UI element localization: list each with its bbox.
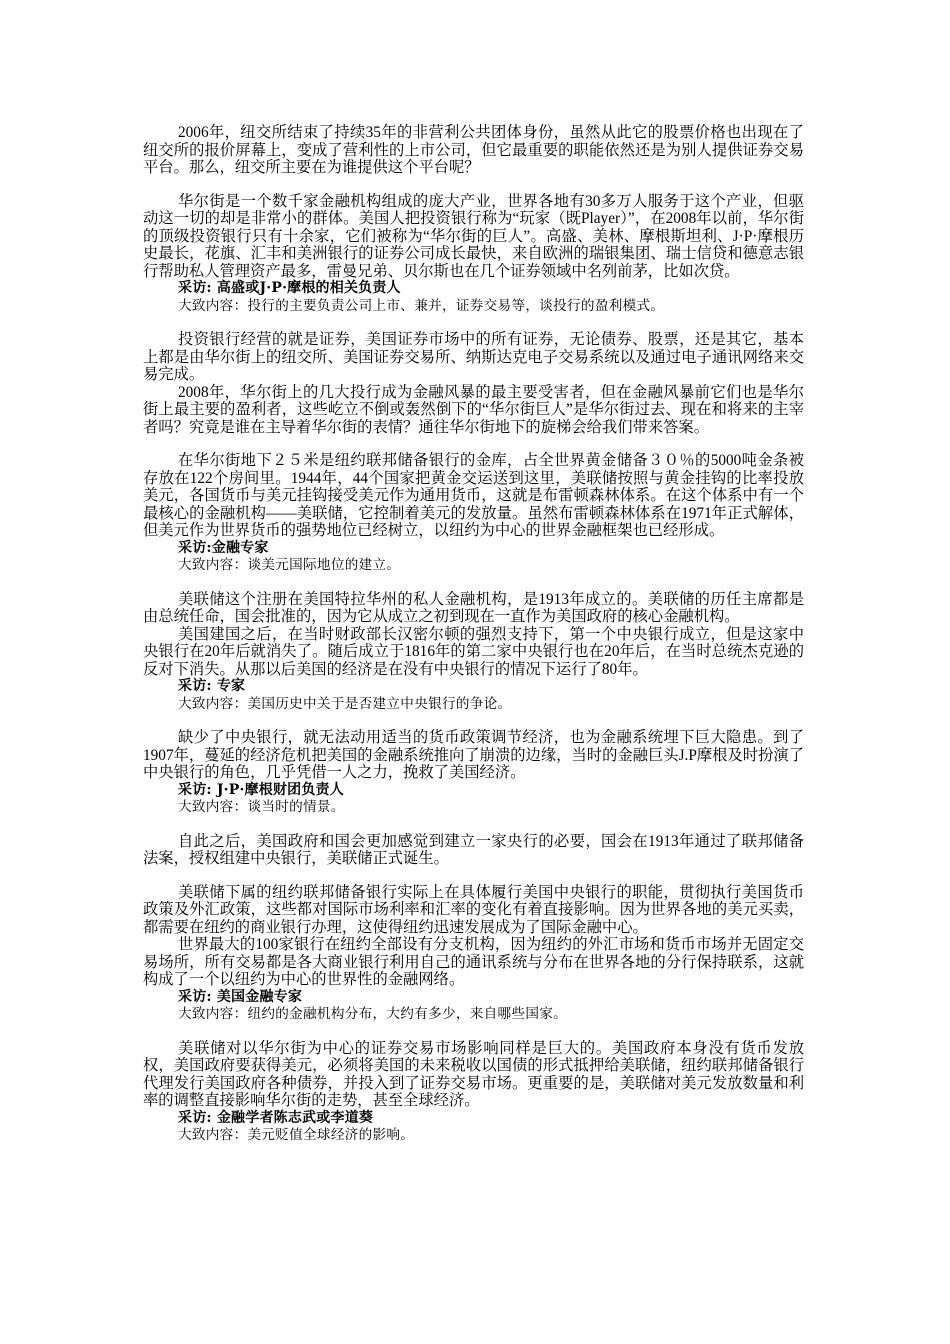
spacer bbox=[143, 436, 804, 452]
section-fed-history bbox=[143, 591, 804, 714]
interview-summary: 大致内容：美元贬值全球经济的影响。 bbox=[178, 1127, 415, 1143]
interview-summary: 大致内容：纽约的金融机构分布，大约有多少，来自哪些国家。 bbox=[178, 1006, 568, 1022]
paragraph: 世界最大的100家银行在纽约全部设有分支机构，因为纽约的外汇市场和货币市场并无固定交易场所，所有交易都是各大商业银行利用自己的通讯系统与分布在世界各地的分行保持联系，这就构成了一个以纽约为中心的世界性的金融网络。 bbox=[143, 936, 804, 988]
section-nyse bbox=[143, 124, 804, 177]
paragraph: 投资银行经营的就是证券，美国证券市场中的所有证券，无论债券、股票，还是其它，基本上都是由华尔街上的纽交所、美国证券交易所、纳斯达克电子交易系统以及通过电子通讯网络来交易完成。 bbox=[143, 331, 804, 383]
paragraph: 美联储对以华尔街为中心的证券交易市场影响同样是巨大的。美国政府本身没有货币发放权，美国政府要获得美元，必须将美国的未来税收以国债的形式抵押给美联储，纽约联邦储备银行代理发行美国政府各种债券，并投入到了证券交易市场。更重要的是，美联储对美元发放数量和利率的调整直接影响华尔街的走势，甚至全球经济。 bbox=[143, 1039, 804, 1109]
paragraph: 美联储下属的纽约联邦储备银行实际上在具体履行美国中央银行的职能，贯彻执行美国货币政策及外汇政策，这些都对国际市场利率和汇率的变化有着直接影响。因为世界各地的美元买卖，都需要在纽约的商业银行办理，这使得纽约迅速发展成为了国际金融中心。 bbox=[143, 883, 804, 936]
section-fed-influence bbox=[143, 1040, 804, 1145]
interview-summary: 大致内容：谈美元国际地位的建立。 bbox=[178, 557, 401, 573]
spacer bbox=[143, 817, 804, 833]
section-1907-crisis bbox=[143, 729, 804, 817]
interview-summary: 大致内容：美国历史中关于是否建立中央银行的争论。 bbox=[178, 695, 512, 712]
interview-label: 采访: 高盛或J·P·摩根的相关负责人 bbox=[178, 280, 401, 296]
spacer bbox=[143, 575, 804, 591]
section-securities bbox=[143, 331, 804, 436]
paragraph: 在华尔街地下２５米是纽约联邦储备银行的金库，占全世界黄金储备３０％的5000吨金条被存放在122个房间里。1944年，44个国家把黄金交运送到这里，美联储按照与黄金挂钩的比率投放美元，各国货币与美元挂钩接受美元作为通用货币，这就是布雷顿森林体系。在这个体系中有一个最核心的金融机构——美联储，它控制着美元的发放量。虽然布雷顿森林体系在1971年正式解体，但美元作为世界货币的强势地位已经树立，以纽约为中心的世界金融框架也已经形成。 bbox=[143, 452, 804, 539]
paragraph: 2008年，华尔街上的几大投行成为金融风暴的最主要受害者，但在金融风暴前它们也是华尔街上最主要的盈利者，这些屹立不倒或轰然倒下的“华尔街巨人”是华尔街过去、现在和将来的主宰者吗？究竟是谁在主导着华尔街的表情？通往华尔街地下的旋梯会给我们带来答案。 bbox=[143, 383, 804, 436]
section-wall-street-players bbox=[143, 193, 804, 316]
interview-label: 采访: 美国金融专家 bbox=[178, 988, 303, 1005]
spacer bbox=[143, 868, 804, 884]
spacer bbox=[143, 177, 804, 193]
interview-label: 采访: 专家 bbox=[178, 678, 246, 694]
interview-label: 采访: J·P·摩根财团负责人 bbox=[178, 781, 344, 798]
paragraph: 缺少了中央银行，就无法动用适当的货币政策调节经济，也为金融系统埋下巨大隐患。到了1907年，蔓延的经济危机把美国的金融系统推向了崩溃的边缘，当时的金融巨头J.P摩根及时扮演了中央银行的角色，几乎凭借一人之力，挽救了美国经济。 bbox=[143, 729, 804, 781]
spacer bbox=[143, 315, 804, 331]
paragraph: 美联储这个注册在美国特拉华州的私人金融机构，是1913年成立的。美联储的历任主席都是由总统任命，国会批准的，因为它从成立之初到现在一直作为美国政府的核心金融机构。 bbox=[143, 590, 804, 625]
spacer bbox=[143, 713, 804, 729]
section-ny-fed bbox=[143, 884, 804, 1024]
paragraph: 华尔街是一个数千家金融机构组成的庞大产业，世界各地有30多万人服务于这个产业，但驱动这一切的却是非常小的群体。美国人把投资银行称为“玩家（既Player）”，在2008年以前，华尔街的顶级投资银行只有十余家，它们被称为“华尔街的巨人”。高盛、美林、摩根斯坦利、J·P·摩根历史最长，花旗、汇丰和美洲银行的证券公司成长最快，来自欧洲的瑞银集团、瑞士信贷和德意志银行帮助私人管理资产最多，雷曼兄弟、贝尔斯也在几个证券领域中名列前茅，比如次贷。 bbox=[143, 192, 804, 280]
interview-label: 采访: 金融学者陈志武或李道葵 bbox=[178, 1109, 374, 1126]
section-fed-founding bbox=[143, 833, 804, 868]
interview-summary: 大致内容：投行的主要负责公司上市、兼并，证券交易等，谈投行的盈利模式。 bbox=[178, 297, 665, 314]
paragraph: 2006年，纽交所结束了持续35年的非营利公共团体身份，虽然从此它的股票价格也出现在了纽交所的报价屏幕上，变成了营利性的上市公司，但它最重要的职能依然还是为别人提供证券交易平台。那么，纽交所主要在为谁提供这个平台呢？ bbox=[143, 124, 804, 176]
interview-label: 采访:金融专家 bbox=[178, 539, 269, 556]
spacer bbox=[143, 1024, 804, 1040]
paragraph: 美国建国之后，在当时财政部长汉密尔顿的强烈支持下，第一个中央银行成立，但是这家中央银行在20年后就消失了。随后成立于1816年的第二家中央银行也在20年后，在当时总统杰克逊的反对下消失。从那以后美国的经济是在没有中央银行的情况下运行了80年。 bbox=[143, 625, 804, 678]
section-gold-vault bbox=[143, 452, 804, 575]
paragraph: 自此之后，美国政府和国会更加感觉到建立一家央行的必要，国会在1913年通过了联邦储备法案，授权组建中央银行，美联储正式诞生。 bbox=[143, 832, 804, 867]
interview-summary: 大致内容：谈当时的情景。 bbox=[178, 799, 345, 815]
